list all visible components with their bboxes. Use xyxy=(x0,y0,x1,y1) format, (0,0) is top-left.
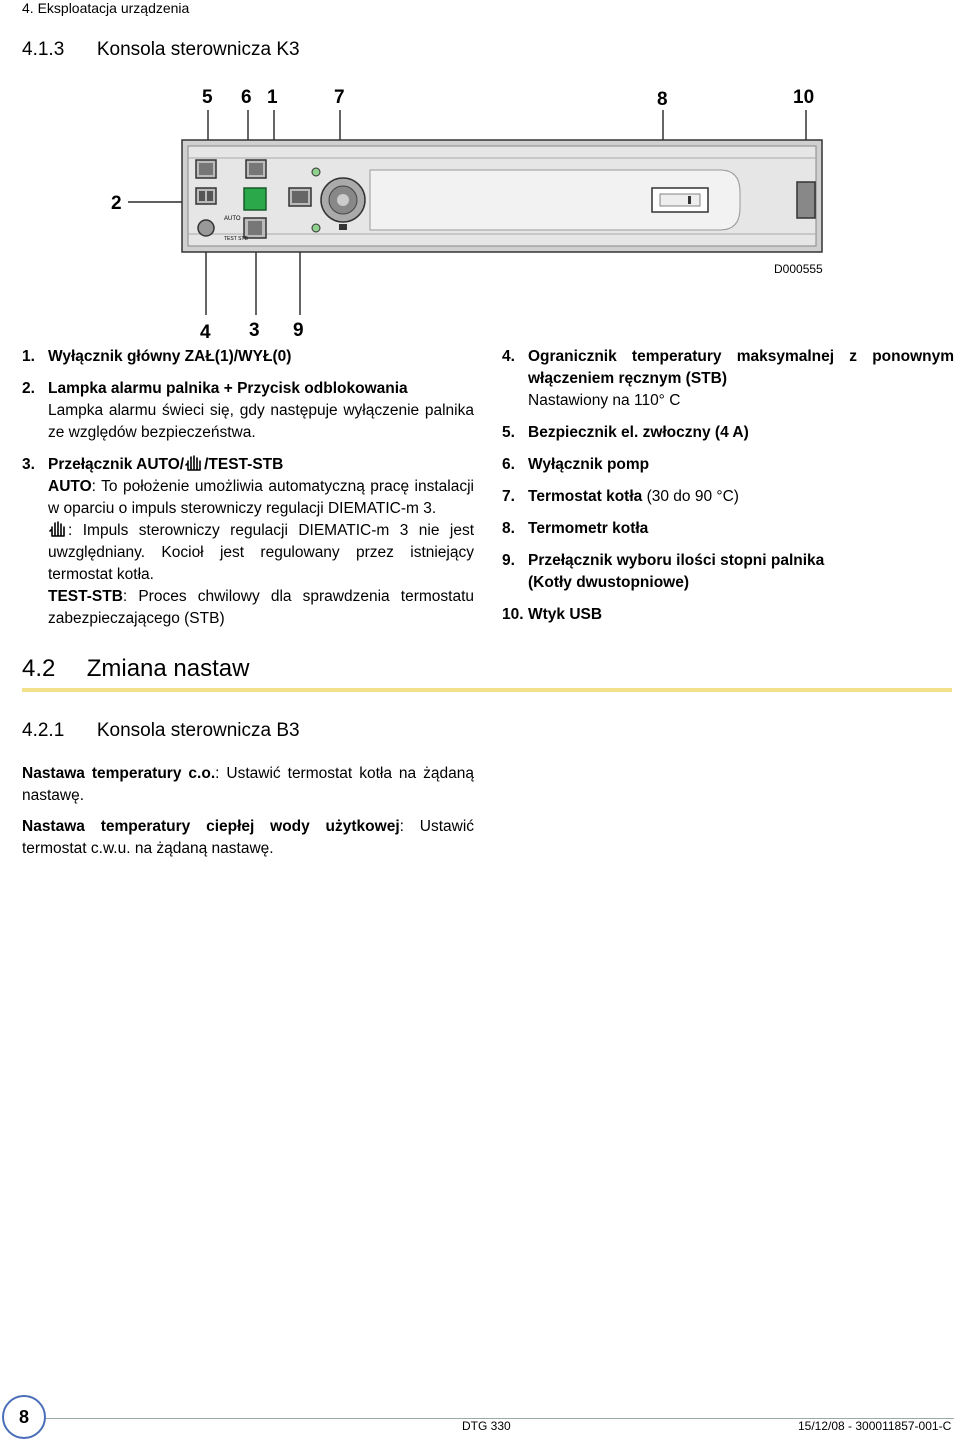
panel-label-test-stb: TEST STB xyxy=(224,236,248,242)
left-item-list xyxy=(22,346,474,630)
list-item-1: 1. Wyłącznik główny ZAŁ(1)/WYŁ(0) xyxy=(22,348,292,365)
paragraph-dhw-setpoint: Nastawa temperatury ciepłej wody użytkowej: Ustawić termostat c.w.u. na żądaną nastawę. xyxy=(22,818,475,857)
list-item-9: 9. Przełącznik wyboru ilości stopni palnika (Kotły dwustopniowe) xyxy=(502,552,825,591)
list-item-3: 3. Przełącznik AUTO/ /TEST-STB AUTO: To położenie umożliwia automatyczną pracę instalacji w oparciu o impuls sterowniczy regulacji DIEMATIC-m 3. : Impuls sterowniczy regulacji DIEMATIC-m 3 nie jest uwzględniany. Kocioł jest regulowany przez istniejący termostat kotła. TEST-STB: Proces chwilowy dla sprawdzenia termostatu zabezpieczającego (STB) xyxy=(22,456,474,627)
list-item-10: 10. Wtyk USB xyxy=(502,606,603,623)
callout-5: 5 xyxy=(202,87,213,108)
callout-6: 6 xyxy=(241,87,252,108)
list-item-6: 6. Wyłącznik pomp xyxy=(502,456,650,473)
page-number: 8 xyxy=(2,1395,46,1439)
footer-doc: DTG 330 xyxy=(462,1419,511,1433)
section-title: Konsola sterownicza K3 xyxy=(96,39,300,60)
callout-7: 7 xyxy=(334,87,345,108)
hand-icon xyxy=(184,454,204,472)
list-item-8: 8. Termometr kotła xyxy=(502,520,649,537)
hand-icon xyxy=(48,520,68,538)
figure-ref: D000555 xyxy=(774,262,823,276)
callout-2: 2 xyxy=(111,193,122,214)
panel-label-auto: AUTO xyxy=(224,216,241,222)
list-item-5: 5. Bezpiecznik el. zwłoczny (4 A) xyxy=(502,424,749,441)
callout-8: 8 xyxy=(657,89,668,110)
control-panel-figure xyxy=(0,80,960,345)
paragraph-heating-setpoint: Nastawa temperatury c.o.: Ustawić termostat kotła na żądaną nastawę. xyxy=(22,765,474,804)
right-item-list xyxy=(502,346,954,626)
section-heading-4-2-1: 4.2.1 Konsola sterownicza B3 xyxy=(22,720,300,741)
footer-code: 15/12/08 - 300011857-001-C xyxy=(798,1419,952,1433)
running-head: 4. Eksploatacja urządzenia xyxy=(22,0,190,16)
callout-3: 3 xyxy=(249,320,260,341)
callout-1: 1 xyxy=(267,87,278,108)
section-heading-4-2: 4.2 Zmiana nastaw xyxy=(22,655,250,682)
callout-4: 4 xyxy=(200,322,211,343)
section-rule xyxy=(22,688,952,692)
list-item-7: 7. Termostat kotła (30 do 90 °C) xyxy=(502,488,739,505)
callout-9: 9 xyxy=(293,320,304,341)
list-item-2: 2. Lampka alarmu palnika + Przycisk odblokowania Lampka alarmu świeci się, gdy następuje wyłączenie palnika ze względów bezpieczeństwa. xyxy=(22,380,474,441)
section-number: 4.1.3 xyxy=(22,39,65,60)
callout-10: 10 xyxy=(793,87,815,108)
section-heading-4-1-3 xyxy=(22,39,300,61)
list-item-4: 4. Ogranicznik temperatury maksymalnej z ponownym włączeniem ręcznym (STB) Nastawiony na 110° C xyxy=(502,348,954,409)
